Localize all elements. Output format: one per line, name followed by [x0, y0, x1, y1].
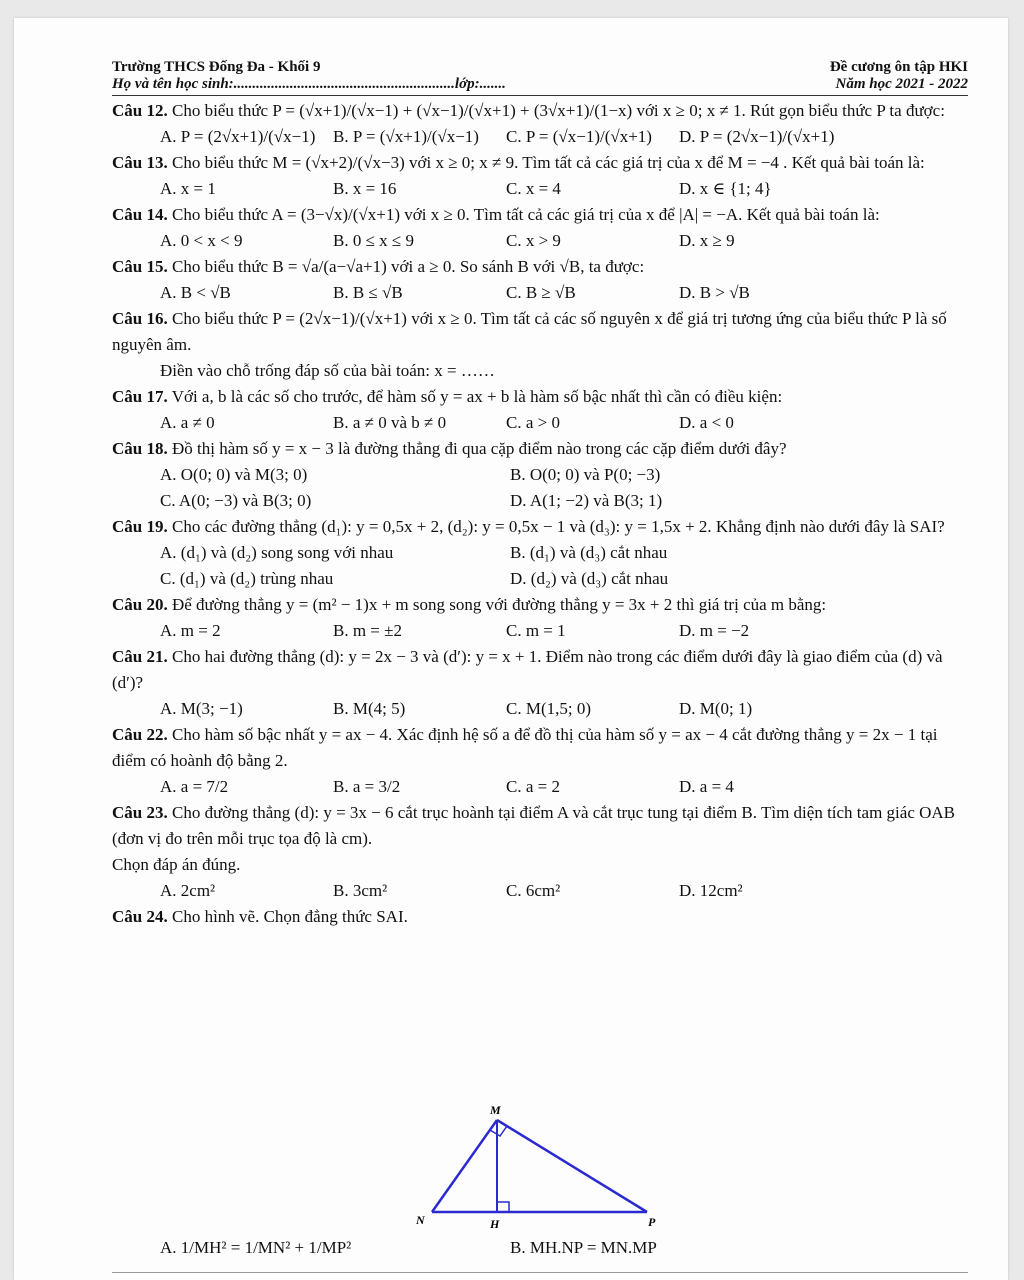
- answer-option[interactable]: A. O(0; 0) và M(3; 0): [160, 465, 308, 484]
- answer-option[interactable]: C. B ≥ √B: [506, 283, 576, 302]
- answer-option[interactable]: C. M(1,5; 0): [506, 699, 591, 718]
- label-h: H: [490, 1217, 500, 1231]
- label-m: M: [490, 1103, 501, 1117]
- question-text: Cho biểu thức M = (√x+2)/(√x−3) với x ≥ 0; x ≠ 9. Tìm tất cả các giá trị của x để M = −4 . Kết quả bài toán là:: [171, 153, 925, 172]
- answer-option[interactable]: B. 0 ≤ x ≤ 9: [333, 231, 414, 250]
- question: [112, 306, 968, 358]
- question-label: Câu 17.: [112, 387, 168, 406]
- option-row: [112, 280, 968, 306]
- option-row: [112, 878, 968, 904]
- label-p: P: [648, 1215, 656, 1229]
- answer-option[interactable]: A. a = 7/2: [160, 777, 229, 796]
- question-label: Câu 15.: [112, 257, 168, 276]
- option-row: [112, 410, 968, 436]
- student-line: Họ và tên học sinh:...........................................................lớp:.......: [112, 76, 506, 92]
- answer-option[interactable]: D. a < 0: [679, 413, 734, 432]
- question-note: Điền vào chỗ trống đáp số của bài toán: x = ……: [160, 361, 495, 380]
- question-list: [112, 98, 968, 930]
- option-row: [112, 228, 968, 254]
- right-angle-h: [497, 1202, 509, 1212]
- question-label: Câu 22.: [112, 725, 168, 744]
- answer-option[interactable]: C. 6cm²: [506, 881, 561, 900]
- triangle-figure: [412, 1102, 662, 1232]
- option-row: [112, 462, 968, 514]
- answer-option[interactable]: D. x ∈ {1; 4}: [679, 179, 772, 198]
- question: [112, 904, 968, 930]
- answer-option[interactable]: B. x = 16: [333, 179, 397, 198]
- school-year: Năm học 2021 - 2022: [835, 76, 968, 92]
- answer-option[interactable]: D. P = (2√x−1)/(√x+1): [679, 127, 835, 146]
- answer-option[interactable]: C. x > 9: [506, 231, 561, 250]
- question-label: Câu 21.: [112, 647, 168, 666]
- q24-options: [112, 1238, 860, 1258]
- answer-option[interactable]: D. M(0; 1): [679, 699, 753, 718]
- question: [112, 384, 968, 410]
- question-text: Cho biểu thức P = (2√x−1)/(√x+1) với x ≥ 0. Tìm tất cả các số nguyên x để giá trị tương ứng của biểu thức P là số nguyên âm.: [112, 309, 947, 354]
- q24-option-b[interactable]: B. MH.NP = MN.MP: [510, 1238, 657, 1257]
- school-name: Trường THCS Đống Đa - Khối 9: [112, 59, 321, 75]
- answer-option[interactable]: C. P = (√x−1)/(√x+1): [506, 127, 652, 146]
- answer-option[interactable]: A. 0 < x < 9: [160, 231, 243, 250]
- option-row: [112, 540, 968, 592]
- answer-option[interactable]: D. 12cm²: [679, 881, 743, 900]
- question-text: Với a, b là các số cho trước, để hàm số y = ax + b là hàm số bậc nhất thì cần có điều kiện:: [171, 387, 783, 406]
- question: [112, 254, 968, 280]
- q24-option-a[interactable]: A. 1/MH² = 1/MN² + 1/MP²: [160, 1238, 352, 1257]
- question-text: Cho hàm số bậc nhất y = ax − 4. Xác định hệ số a để đồ thị của hàm số y = ax − 4 cắt đường thẳng y = 2x − 1 tại điểm có hoành độ bằng 2.: [112, 725, 938, 770]
- answer-option[interactable]: C. a > 0: [506, 413, 560, 432]
- answer-option[interactable]: B. (d₁) và (d₃) cắt nhau: [510, 543, 668, 562]
- option-row: [112, 696, 968, 722]
- question-text: Cho đường thẳng (d): y = 3x − 6 cắt trục hoành tại điểm A và cắt trục tung tại điểm B. Tìm diện tích tam giác OAB (đơn vị đo trên mỗi trục tọa độ là cm).: [112, 803, 956, 848]
- label-n: N: [416, 1213, 425, 1227]
- question-text: Cho hai đường thẳng (d): y = 2x − 3 và (d′): y = x + 1. Điểm nào trong các điểm dưới đây là giao điểm của (d) và (d′)?: [112, 647, 943, 692]
- question-label: Câu 24.: [112, 907, 168, 926]
- answer-option[interactable]: A. B < √B: [160, 283, 231, 302]
- answer-option[interactable]: C. a = 2: [506, 777, 560, 796]
- answer-option[interactable]: D. B > √B: [679, 283, 750, 302]
- answer-option[interactable]: D. A(1; −2) và B(3; 1): [510, 491, 663, 510]
- question: [112, 202, 968, 228]
- question-label: Câu 18.: [112, 439, 168, 458]
- question-label: Câu 23.: [112, 803, 168, 822]
- answer-option[interactable]: B. B ≤ √B: [333, 283, 403, 302]
- answer-option[interactable]: B. O(0; 0) và P(0; −3): [510, 465, 661, 484]
- option-row: [112, 618, 968, 644]
- document-title: Đề cương ôn tập HKI: [829, 59, 968, 75]
- answer-option[interactable]: C. A(0; −3) và B(3; 0): [160, 491, 312, 510]
- question-text: Cho các đường thẳng (d₁): y = 0,5x + 2, (d₂): y = 0,5x − 1 và (d₃): y = 1,5x + 2. Khẳng định nào dưới đây là SAI?: [171, 517, 945, 536]
- answer-option[interactable]: B. a = 3/2: [333, 777, 401, 796]
- answer-option[interactable]: D. a = 4: [679, 777, 734, 796]
- question-text: Để đường thẳng y = (m² − 1)x + m song song với đường thẳng y = 3x + 2 thì giá trị của m bằng:: [171, 595, 827, 614]
- answer-option[interactable]: C. x = 4: [506, 179, 561, 198]
- segment-mp: [497, 1120, 647, 1212]
- question-label: Câu 20.: [112, 595, 168, 614]
- footer-divider: [112, 1272, 968, 1273]
- question: [112, 800, 968, 852]
- answer-option[interactable]: D. m = −2: [679, 621, 750, 640]
- answer-option[interactable]: A. P = (2√x+1)/(√x−1): [160, 127, 316, 146]
- answer-option[interactable]: B. M(4; 5): [333, 699, 406, 718]
- question-label: Câu 12.: [112, 101, 168, 120]
- answer-option[interactable]: A. m = 2: [160, 621, 221, 640]
- question-label: Câu 13.: [112, 153, 168, 172]
- question-label: Câu 14.: [112, 205, 168, 224]
- answer-option[interactable]: A. (d₁) và (d₂) song song với nhau: [160, 543, 394, 562]
- answer-option[interactable]: D. (d₂) và (d₃) cắt nhau: [510, 569, 669, 588]
- question-text: Đồ thị hàm số y = x − 3 là đường thẳng đi qua cặp điểm nào trong các cặp điểm dưới đây?: [171, 439, 787, 458]
- answer-option[interactable]: A. 2cm²: [160, 881, 216, 900]
- question-label: Câu 16.: [112, 309, 168, 328]
- option-row: [112, 176, 968, 202]
- option-row: [112, 774, 968, 800]
- answer-option[interactable]: B. P = (√x+1)/(√x−1): [333, 127, 479, 146]
- header-divider: [112, 95, 968, 96]
- question: [112, 436, 968, 462]
- question: [112, 514, 968, 540]
- question: [112, 150, 968, 176]
- answer-option[interactable]: B. a ≠ 0 và b ≠ 0: [333, 413, 447, 432]
- question: [112, 592, 968, 618]
- answer-option[interactable]: B. m = ±2: [333, 621, 402, 640]
- segment-mn: [432, 1120, 497, 1212]
- answer-option[interactable]: D. x ≥ 9: [679, 231, 735, 250]
- answer-option[interactable]: A. a ≠ 0: [160, 413, 215, 432]
- answer-option[interactable]: C. m = 1: [506, 621, 566, 640]
- question-text: Cho biểu thức P = (√x+1)/(√x−1) + (√x−1)/(√x+1) + (3√x+1)/(1−x) với x ≥ 0; x ≠ 1. Rút gọn biểu thức P ta được:: [171, 101, 945, 120]
- answer-option[interactable]: A. x = 1: [160, 179, 216, 198]
- answer-option[interactable]: B. 3cm²: [333, 881, 388, 900]
- question: [112, 98, 968, 124]
- answer-option[interactable]: A. M(3; −1): [160, 699, 243, 718]
- answer-option[interactable]: C. (d₁) và (d₂) trùng nhau: [160, 569, 334, 588]
- question: [112, 644, 968, 696]
- question-label: Câu 19.: [112, 517, 168, 536]
- option-row: [112, 124, 968, 150]
- question: [112, 722, 968, 774]
- question-text: Cho biểu thức A = (3−√x)/(√x+1) với x ≥ 0. Tìm tất cả các giá trị của x để |A| = −A. Kết quả bài toán là:: [171, 205, 880, 224]
- question-text: Cho biểu thức B = √a/(a−√a+1) với a ≥ 0. So sánh B với √B, ta được:: [171, 257, 645, 276]
- question-text: Cho hình vẽ. Chọn đẳng thức SAI.: [171, 907, 408, 926]
- question-note: Chọn đáp án đúng.: [112, 855, 241, 874]
